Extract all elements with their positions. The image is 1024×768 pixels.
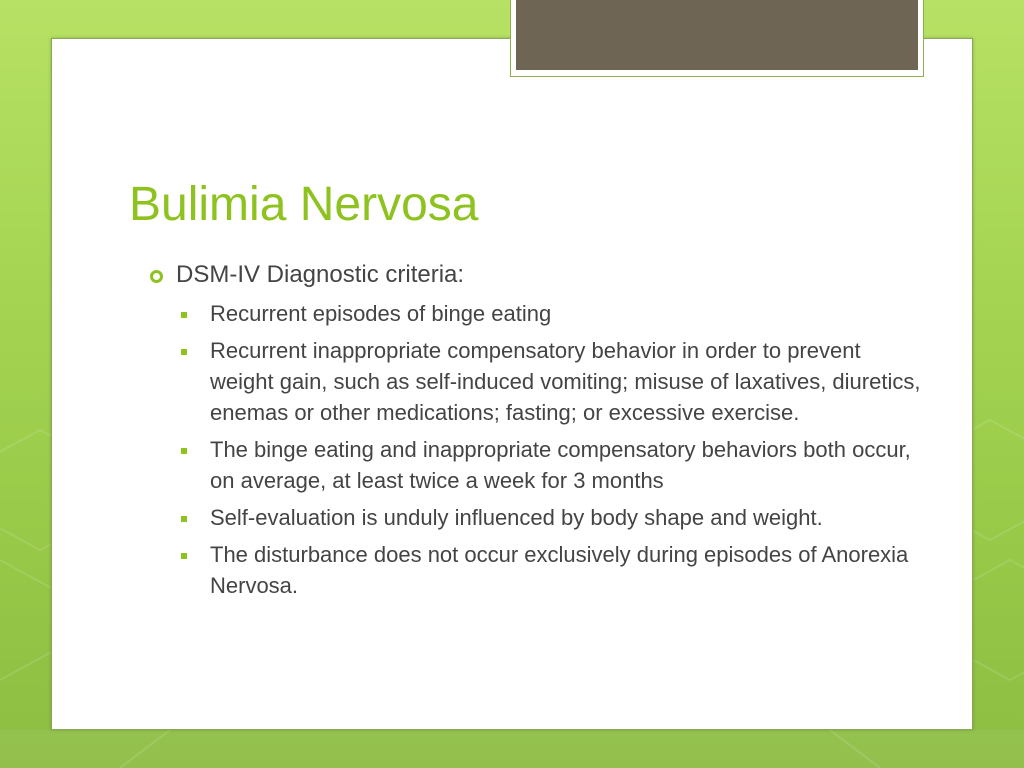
slide-title: Bulimia Nervosa xyxy=(129,178,479,231)
criteria-heading-item xyxy=(150,258,930,292)
criteria-item-text: The disturbance does not occur exclusively during episodes of Anorexia Nervosa. xyxy=(210,542,909,598)
criteria-item xyxy=(150,298,930,329)
square-bullet-icon xyxy=(181,448,187,454)
square-bullet-icon xyxy=(181,312,187,318)
bullet-content xyxy=(150,258,930,607)
criteria-list xyxy=(150,298,930,601)
criteria-heading: DSM-IV Diagnostic criteria: xyxy=(176,261,465,288)
criteria-item-text: The binge eating and inappropriate compensatory behaviors both occur, on average, at least twice a week for 3 months xyxy=(210,437,911,493)
criteria-item xyxy=(150,502,930,533)
header-tab xyxy=(510,0,924,77)
criteria-item-text: Self-evaluation is unduly influenced by body shape and weight. xyxy=(210,505,823,530)
square-bullet-icon xyxy=(181,516,187,522)
header-tab-fill xyxy=(516,0,918,70)
criteria-item xyxy=(150,539,930,601)
criteria-item xyxy=(150,434,930,496)
criteria-item-text: Recurrent episodes of binge eating xyxy=(210,301,552,326)
square-bullet-icon xyxy=(181,349,187,355)
square-bullet-icon xyxy=(181,553,187,559)
criteria-item-text: Recurrent inappropriate compensatory behavior in order to prevent weight gain, such as self-induced vomiting; misuse of laxatives, diuretics, enemas or other medications; fasting; or excessive exercise. xyxy=(210,338,921,425)
criteria-item xyxy=(150,335,930,428)
ring-bullet-icon xyxy=(150,270,163,283)
